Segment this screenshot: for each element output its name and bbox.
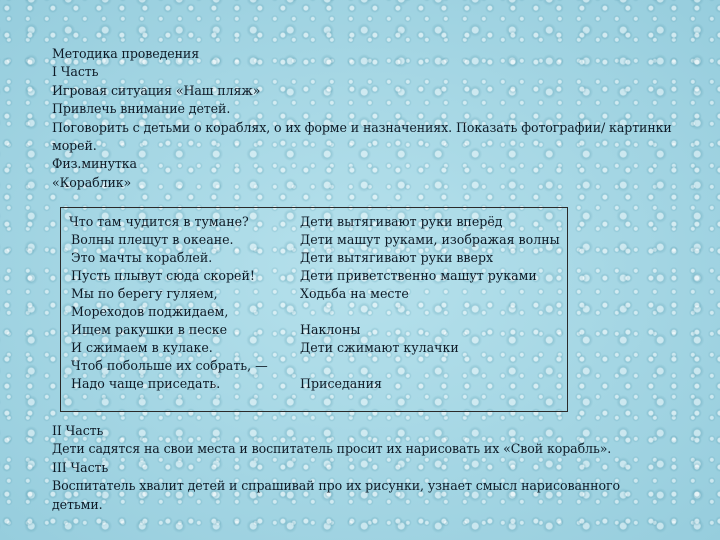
- part3-text-line-2: детьми.: [52, 496, 103, 512]
- poem-action: Наклоны: [300, 322, 361, 337]
- methodology-heading: Методика проведения: [52, 46, 200, 61]
- part3-title: III Часть: [52, 459, 109, 475]
- part1-title: I Часть: [52, 64, 99, 80]
- talk-line-1: Поговорить с детьми о кораблях, о их форме и назначениях. Показать фотографии/ картинки: [52, 119, 672, 135]
- poem-verse: Мореходов поджидаем,: [71, 304, 229, 319]
- poem-action: Дети приветственно машут руками: [300, 268, 537, 283]
- poem-action: Дети вытягивают руки вперёд: [300, 214, 503, 229]
- poem-verse: И сжимаем в кулаке.: [71, 340, 213, 355]
- poem-action: Приседания: [300, 376, 382, 391]
- talk-line-2: морей.: [52, 138, 97, 154]
- part3-text-line-1: Воспитатель хвалит детей и спрашивай про их рисунки, узнает смысл нарисованного: [52, 478, 620, 494]
- poem-verse: Пусть плывут сюда скорей!: [71, 268, 255, 283]
- poem-action: Дети вытягивают руки вверх: [300, 250, 494, 265]
- poem-verse: Волны плещут в океане.: [71, 232, 234, 247]
- intro-block: [52, 45, 692, 192]
- poem-box: [60, 207, 568, 412]
- game-situation: Игровая ситуация «Наш пляж»: [52, 82, 261, 98]
- poem-verse: Надо чаще приседать.: [71, 376, 221, 391]
- poem-title: «Кораблик»: [52, 174, 132, 190]
- poem-verse: Это мачты кораблей.: [71, 250, 213, 265]
- outro-block: [52, 422, 692, 514]
- attract-attention: Привлечь внимание детей.: [52, 101, 231, 117]
- part2-text: Дети садятся на свои места и воспитатель просит их нарисовать их «Свой корабль».: [52, 441, 612, 457]
- poem-verse: Ищем ракушки в песке: [71, 322, 228, 337]
- physminute-label: Физ.минутка: [52, 156, 137, 172]
- poem-verse: Чтоб побольше их собрать, —: [71, 358, 268, 373]
- poem-verse: Что там чудится в тумане?: [69, 214, 249, 229]
- poem-action: Дети сжимают кулачки: [300, 340, 459, 355]
- part2-title: II Часть: [52, 423, 104, 438]
- poem-action: Дети машут руками, изображая волны: [300, 232, 560, 247]
- poem-action: Ходьба на месте: [300, 286, 409, 301]
- poem-verse: Мы по берегу гуляем,: [71, 286, 218, 301]
